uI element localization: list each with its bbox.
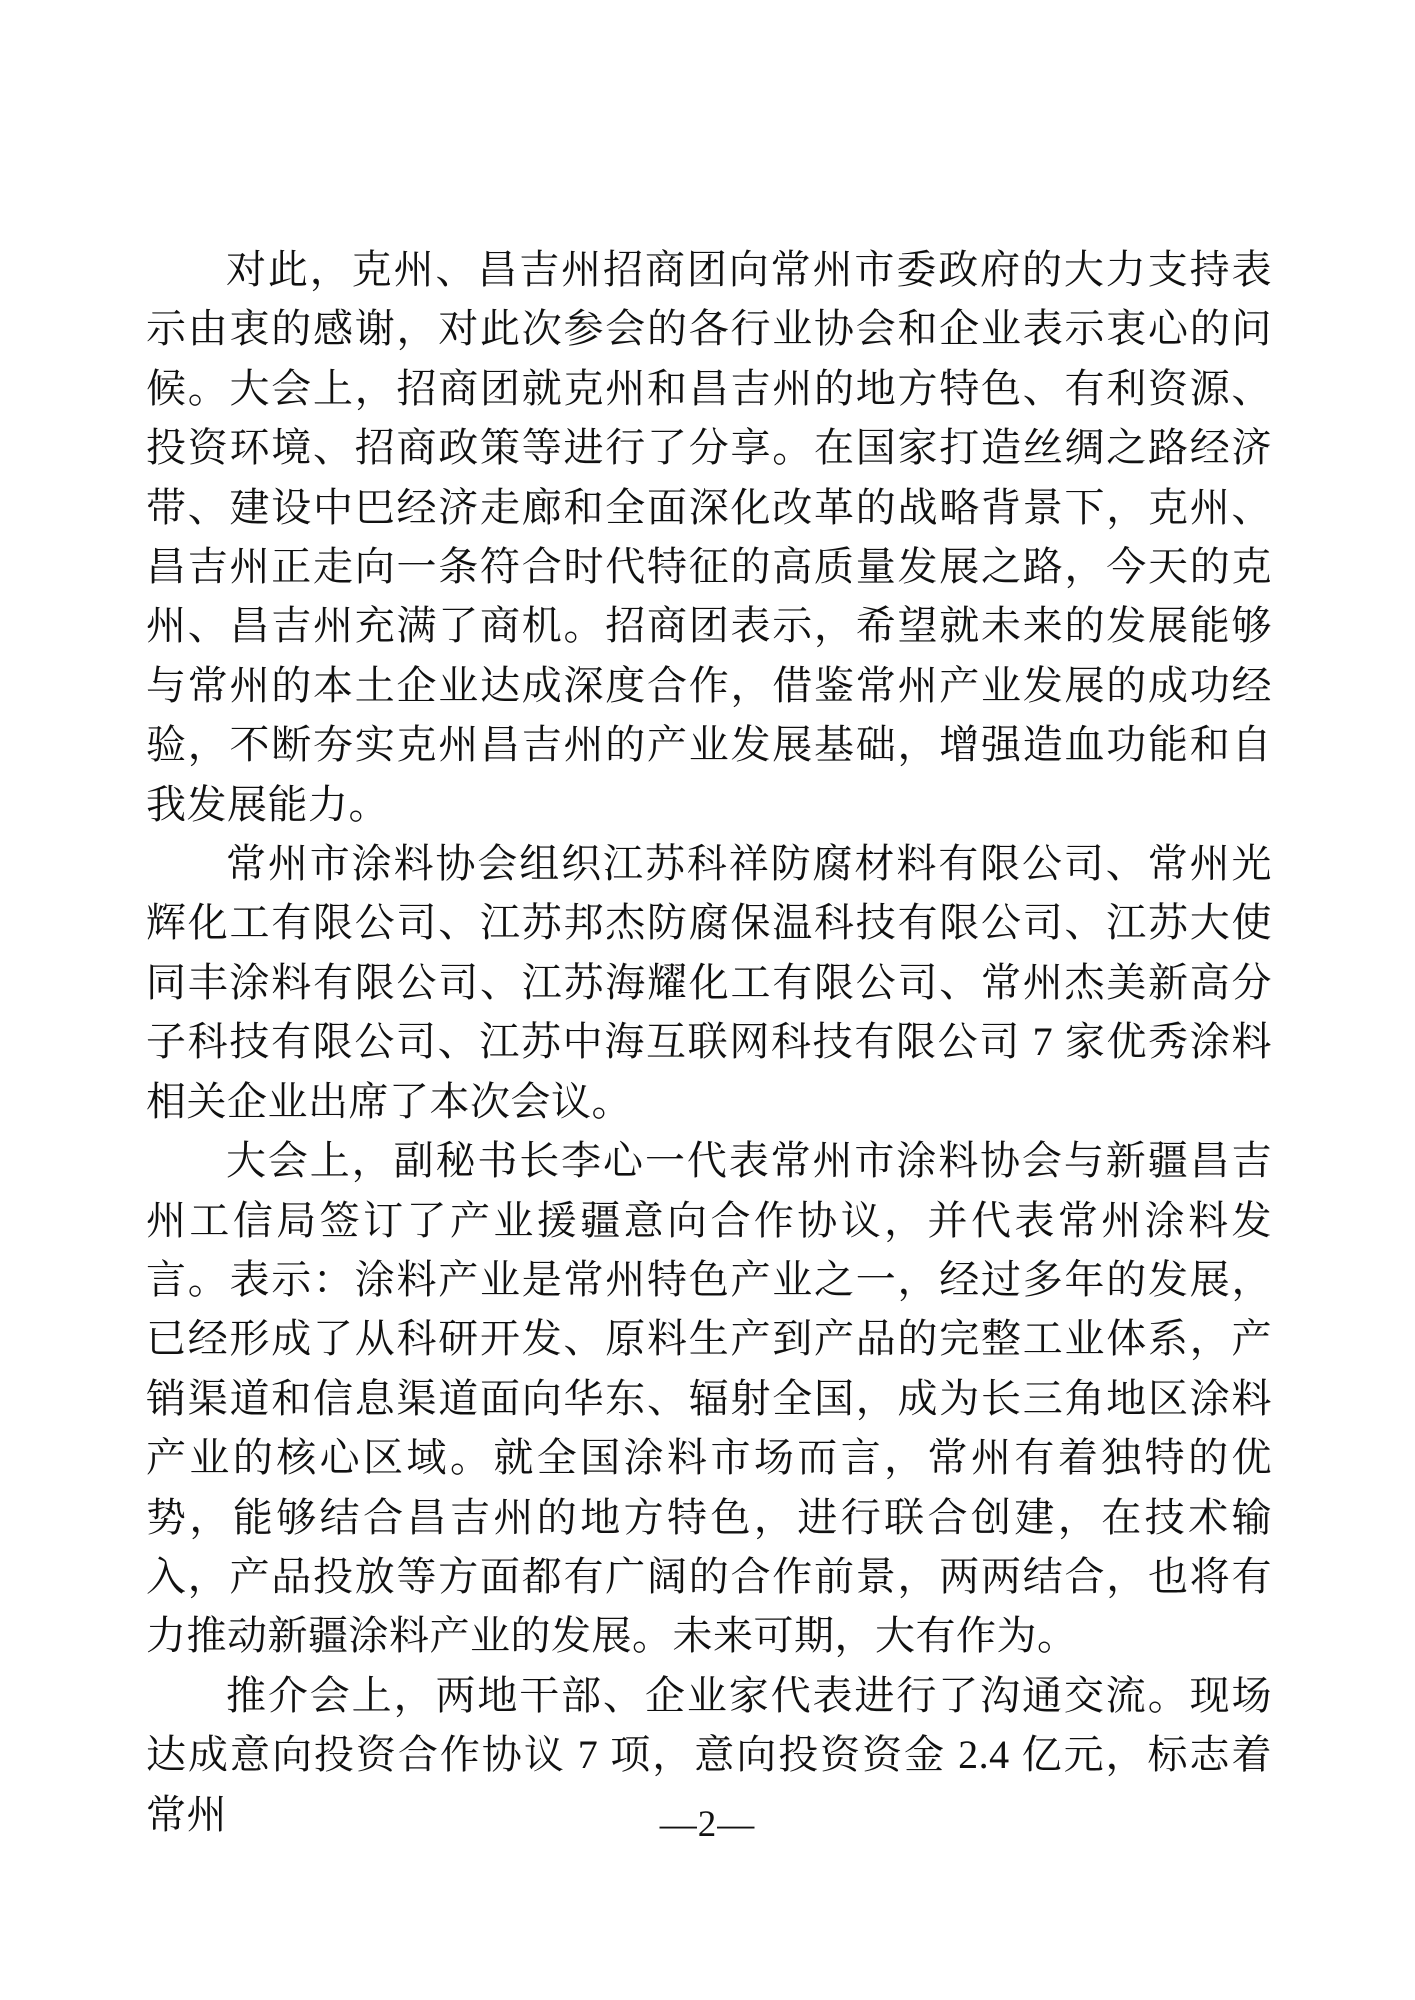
document-body (146, 240, 1272, 1844)
paragraph-2: 常州市涂料协会组织江苏科祥防腐材料有限公司、常州光辉化工有限公司、江苏邦杰防腐保温科技有限公司、江苏大使同丰涂料有限公司、江苏海耀化工有限公司、常州杰美新高分子科技有限公司、江苏中海互联网科技有限公司 7 家优秀涂料相关企业出席了本次会议。 (146, 841, 1272, 1124)
page-number: —2— (659, 1804, 756, 1845)
paragraph-3: 大会上，副秘书长李心一代表常州市涂料协会与新疆昌吉州工信局签订了产业援疆意向合作协议，并代表常州涂料发言。表示：涂料产业是常州特色产业之一，经过多年的发展，已经形成了从科研开发、原料生产到产品的完整工业体系，产销渠道和信息渠道面向华东、辐射全国，成为长三角地区涂料产业的核心区域。就全国涂料市场而言，常州有着独特的优势，能够结合昌吉州的地方特色，进行联合创建，在技术输入，产品投放等方面都有广阔的合作前景，两两结合，也将有力推动新疆涂料产业的发展。未来可期，大有作为。 (146, 1138, 1272, 1659)
page-footer (0, 1805, 1415, 1845)
paragraph-1: 对此，克州、昌吉州招商团向常州市委政府的大力支持表示由衷的感谢，对此次参会的各行业协会和企业表示衷心的问候。大会上，招商团就克州和昌吉州的地方特色、有利资源、投资环境、招商政策等进行了分享。在国家打造丝绸之路经济带、建设中巴经济走廊和全面深化改革的战略背景下，克州、昌吉州正走向一条符合时代特征的高质量发展之路，今天的克州、昌吉州充满了商机。招商团表示，希望就未来的发展能够与常州的本土企业达成深度合作，借鉴常州产业发展的成功经验，不断夯实克州昌吉州的产业发展基础，增强造血功能和自我发展能力。 (146, 247, 1272, 827)
paragraph-4: 推介会上，两地干部、企业家代表进行了沟通交流。现场达成意向投资合作协议 7 项，意向投资资金 2.4 亿元，标志着常州 (146, 1672, 1272, 1837)
